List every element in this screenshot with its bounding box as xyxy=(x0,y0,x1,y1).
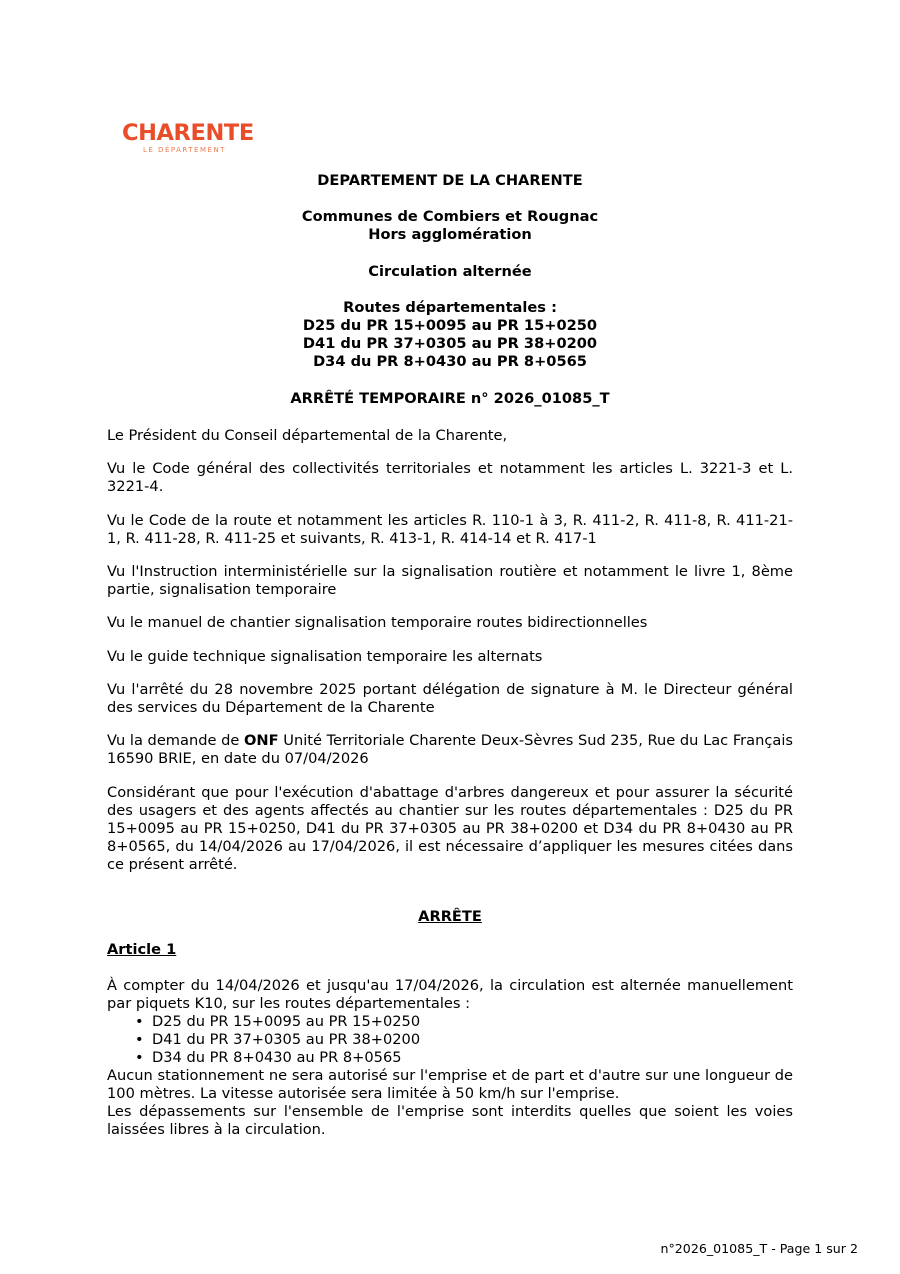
article-1-title: Article 1 xyxy=(107,941,177,958)
president-line: Le Président du Conseil départemental de la Charente, xyxy=(107,427,508,444)
communes-title: Communes de Combiers et Rougnac xyxy=(301,208,599,225)
article-1-stationnement: Aucun stationnement ne sera autorisé sur l'emprise et de part et d'autre sur une longueur de 100 mètres. La vitesse autorisée sera limitée à 50 km/h sur l'emprise. xyxy=(107,1067,793,1102)
article-1-depassements: Les dépassements sur l'ensemble de l'emprise sont interdits quelles que soient les voies laissées libres à la circulation. xyxy=(107,1103,793,1138)
vu-code-collectivites: Vu le Code général des collectivités territoriales et notamment les articles L. 3221-3 et L. 3221-4. xyxy=(107,460,793,495)
charente-logo xyxy=(122,120,258,155)
communes-block xyxy=(107,208,793,244)
route-line: D25 du PR 15+0095 au PR 15+0250 xyxy=(302,317,598,334)
order-title-block xyxy=(107,390,793,408)
list-item: • D25 du PR 15+0095 au PR 15+0250 xyxy=(152,1013,793,1031)
vu-demande xyxy=(107,732,793,768)
page-footer: n°2026_01085_T - Page 1 sur 2 xyxy=(660,1241,858,1256)
measure-block xyxy=(107,263,793,281)
vu-instruction: Vu l'Instruction interministérielle sur la signalisation routière et notamment le livre 1, 8ème partie, signalisation temporaire xyxy=(107,563,793,598)
list-item: • D34 du PR 8+0430 au PR 8+0565 xyxy=(152,1049,793,1067)
vu-guide: Vu le guide technique signalisation temporaire les alternats xyxy=(107,648,543,665)
list-item: • D41 du PR 37+0305 au PR 38+0200 xyxy=(152,1031,793,1049)
department-title: DEPARTEMENT DE LA CHARENTE xyxy=(317,172,583,189)
vu-arrete: Vu l'arrêté du 28 novembre 2025 portant délégation de signature à M. le Directeur général des services du Département de la Charente xyxy=(107,681,793,716)
arrete-heading: ARRÊTE xyxy=(418,908,482,925)
vu-code-route: Vu le Code de la route et notamment les articles R. 110-1 à 3, R. 411-2, R. 411-8, R. 411-21-1, R. 411-28, R. 411-25 et suivants, R. 413-1, R. 414-14 et R. 417-1 xyxy=(107,512,793,547)
zone-title: Hors agglomération xyxy=(368,226,532,243)
vu-demande-suffix: Unité Territoriale Charente Deux-Sèvres Sud 235, Rue du Lac Français 16590 BRIE, en date du 07/04/2026 xyxy=(107,732,793,767)
routes-block xyxy=(107,299,793,371)
article-1-intro: À compter du 14/04/2026 et jusqu'au 17/04/2026, la circulation est alternée manuellement par piquets K10, sur les routes départementales : xyxy=(107,977,793,1012)
article-1-route-list xyxy=(107,1013,793,1067)
order-title: ARRÊTÉ TEMPORAIRE n° 2026_01085_T xyxy=(290,390,610,407)
logo-name: CHARENTE xyxy=(122,120,254,146)
vu-demande-prefix: Vu la demande de xyxy=(107,732,245,749)
department-title-block xyxy=(107,172,793,190)
route-line: D41 du PR 37+0305 au PR 38+0200 xyxy=(302,335,598,352)
arrete-heading-block xyxy=(107,908,793,926)
logo-subtitle: LE DÉPARTEMENT xyxy=(143,146,226,154)
vu-demande-org: ONF xyxy=(244,732,279,749)
route-line: D34 du PR 8+0430 au PR 8+0565 xyxy=(313,353,587,370)
article-1-body xyxy=(107,977,793,1139)
vu-manuel: Vu le manuel de chantier signalisation temporaire routes bidirectionnelles xyxy=(107,614,648,631)
measure-title: Circulation alternée xyxy=(368,263,532,280)
considerant: Considérant que pour l'exécution d'abattage d'arbres dangereux et pour assurer la sécurité des usagers et des agents affectés au chantier sur les routes départementales : D25 du PR 15+0095 au PR 15+0250, D41 du PR 37+0305 au PR 38+0200 et D34 du PR 8+0430 au PR 8+0565, du 14/04/2026 au 17/04/2026, il est nécessaire d’appliquer les mesures citées dans ce présent arrêté. xyxy=(107,784,793,873)
routes-title: Routes départementales : xyxy=(343,299,557,316)
